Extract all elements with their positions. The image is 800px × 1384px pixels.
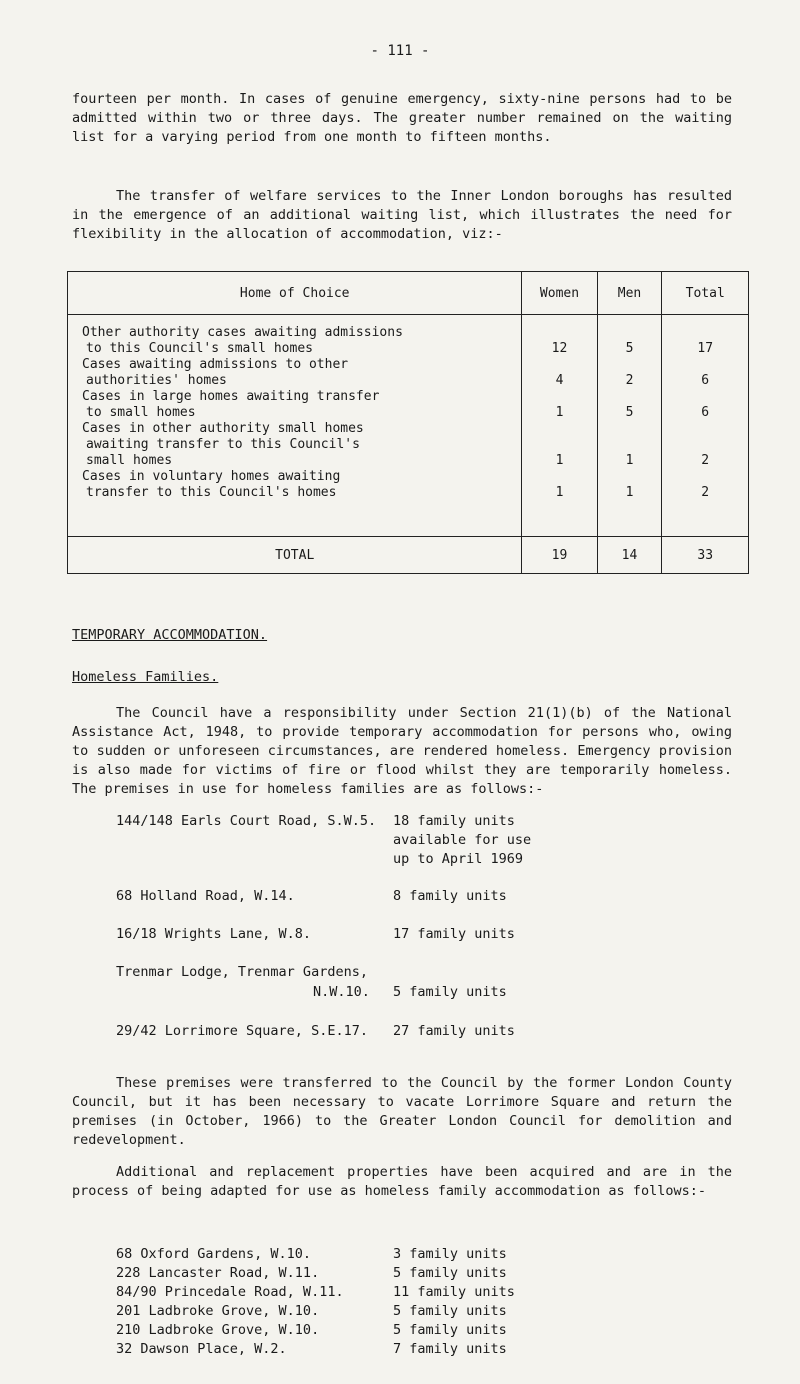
row5-line2: transfer to this Council's homes	[86, 485, 337, 500]
premises-units: 8 family units	[393, 888, 507, 904]
row2-men: 2	[625, 373, 634, 388]
transferred-paragraph: These premises were transferred to the Council by the former London County Council, but it has been necessary to vacate Lorrimore Square and return the premises (in October, 1966) to the Greater London Council for demolition and redevelopment.	[72, 1075, 732, 1148]
property-units: 5 family units	[393, 1265, 507, 1281]
property-units: 11 family units	[393, 1284, 515, 1300]
header-total: Total	[662, 272, 749, 315]
total-column	[662, 315, 749, 537]
row3-line1: Cases in large homes awaiting transfer	[82, 389, 380, 404]
row1-line2: to this Council's small homes	[86, 341, 313, 356]
premises-units: 5 family units	[393, 984, 507, 1000]
row4-line3: small homes	[86, 453, 173, 468]
row4-total: 2	[701, 453, 710, 468]
total-women: 19	[522, 537, 597, 574]
premises-units: 17 family units	[393, 926, 515, 942]
subsection-heading: Homeless Families.	[72, 669, 219, 685]
property-units: 5 family units	[393, 1303, 507, 1319]
premises-address: 144/148 Earls Court Road, S.W.5.	[116, 813, 377, 829]
row5-women: 1	[555, 485, 564, 500]
header-home-of-choice: Home of Choice	[68, 272, 522, 315]
property-address: 84/90 Princedale Road, W.11.	[116, 1284, 344, 1300]
property-address: 210 Ladbroke Grove, W.10.	[116, 1322, 320, 1338]
home-of-choice-column	[68, 315, 522, 537]
property-units: 3 family units	[393, 1246, 507, 1262]
row4-line2: awaiting transfer to this Council's	[86, 437, 360, 452]
header-women: Women	[522, 272, 597, 315]
total-row	[68, 537, 749, 574]
waiting-list-table	[67, 271, 749, 574]
row4-women: 1	[555, 453, 564, 468]
total-total: 33	[662, 537, 749, 574]
row1-line1: Other authority cases awaiting admissions	[82, 325, 403, 340]
row3-line2: to small homes	[86, 405, 196, 420]
row5-line1: Cases in voluntary homes awaiting	[82, 469, 341, 484]
transfer-paragraph: The transfer of welfare services to the Inner London boroughs has resulted in the emergence of an additional waiting list, which illustrates the need for flexibility in the allocation of accommodation, viz:-	[72, 188, 732, 242]
premises-address: 29/42 Lorrimore Square, S.E.17.	[116, 1023, 368, 1039]
total-men: 14	[597, 537, 662, 574]
row3-women: 1	[555, 405, 564, 420]
row2-line2: authorities' homes	[86, 373, 227, 388]
intro-paragraph: fourteen per month. In cases of genuine emergency, sixty-nine persons had to be admitted within two or three days. The greater number remained on the waiting list for a varying period from one month to fifteen months.	[72, 91, 732, 145]
premises-address: 68 Holland Road, W.14.	[116, 888, 295, 904]
women-column	[522, 315, 597, 537]
row4-line1: Cases in other authority small homes	[82, 421, 364, 436]
row1-men: 5	[625, 341, 634, 356]
row5-total: 2	[701, 485, 710, 500]
header-men: Men	[597, 272, 662, 315]
row2-line1: Cases awaiting admissions to other	[82, 357, 349, 372]
property-address: 32 Dawson Place, W.2.	[116, 1341, 287, 1357]
total-label: TOTAL	[68, 537, 522, 574]
row1-women: 12	[551, 341, 568, 356]
row4-men: 1	[625, 453, 634, 468]
table-header-row	[68, 272, 749, 315]
premises-units: 18 family units	[393, 813, 515, 829]
row5-men: 1	[625, 485, 634, 500]
property-units: 5 family units	[393, 1322, 507, 1338]
men-column	[597, 315, 662, 537]
premises-address: 16/18 Wrights Lane, W.8.	[116, 926, 312, 942]
premises-units-note: available for use	[393, 832, 532, 848]
table-body-row	[68, 315, 749, 537]
premises-units-note: up to April 1969	[393, 851, 524, 867]
row2-women: 4	[555, 373, 564, 388]
council-paragraph: The Council have a responsibility under Section 21(1)(b) of the National Assistance Act, 1948, to provide temporary accommodation for persons who, owing to sudden or unforeseen circumstances, are rendered homeless. Emergency provision is also made for victims of fire or flood whilst they are temporarily homeless. The premises in use for homeless families are as follows:-	[72, 705, 732, 797]
row1-total: 17	[697, 341, 714, 356]
property-units: 7 family units	[393, 1341, 507, 1357]
property-address: 201 Ladbroke Grove, W.10.	[116, 1303, 320, 1319]
section-heading: TEMPORARY ACCOMMODATION.	[72, 627, 268, 643]
property-address: 68 Oxford Gardens, W.10.	[116, 1246, 312, 1262]
additional-paragraph: Additional and replacement properties have been acquired and are in the process of being adapted for use as homeless family accommodation as follows:-	[72, 1164, 732, 1199]
page-number: - 111 -	[370, 43, 430, 59]
property-address: 228 Lancaster Road, W.11.	[116, 1265, 320, 1281]
premises-units: 27 family units	[393, 1023, 515, 1039]
premises-address: Trenmar Lodge, Trenmar Gardens,	[116, 964, 368, 980]
row3-total: 6	[701, 405, 710, 420]
premises-address-line2: N.W.10.	[313, 984, 370, 1000]
row3-men: 5	[625, 405, 634, 420]
row2-total: 6	[701, 373, 710, 388]
